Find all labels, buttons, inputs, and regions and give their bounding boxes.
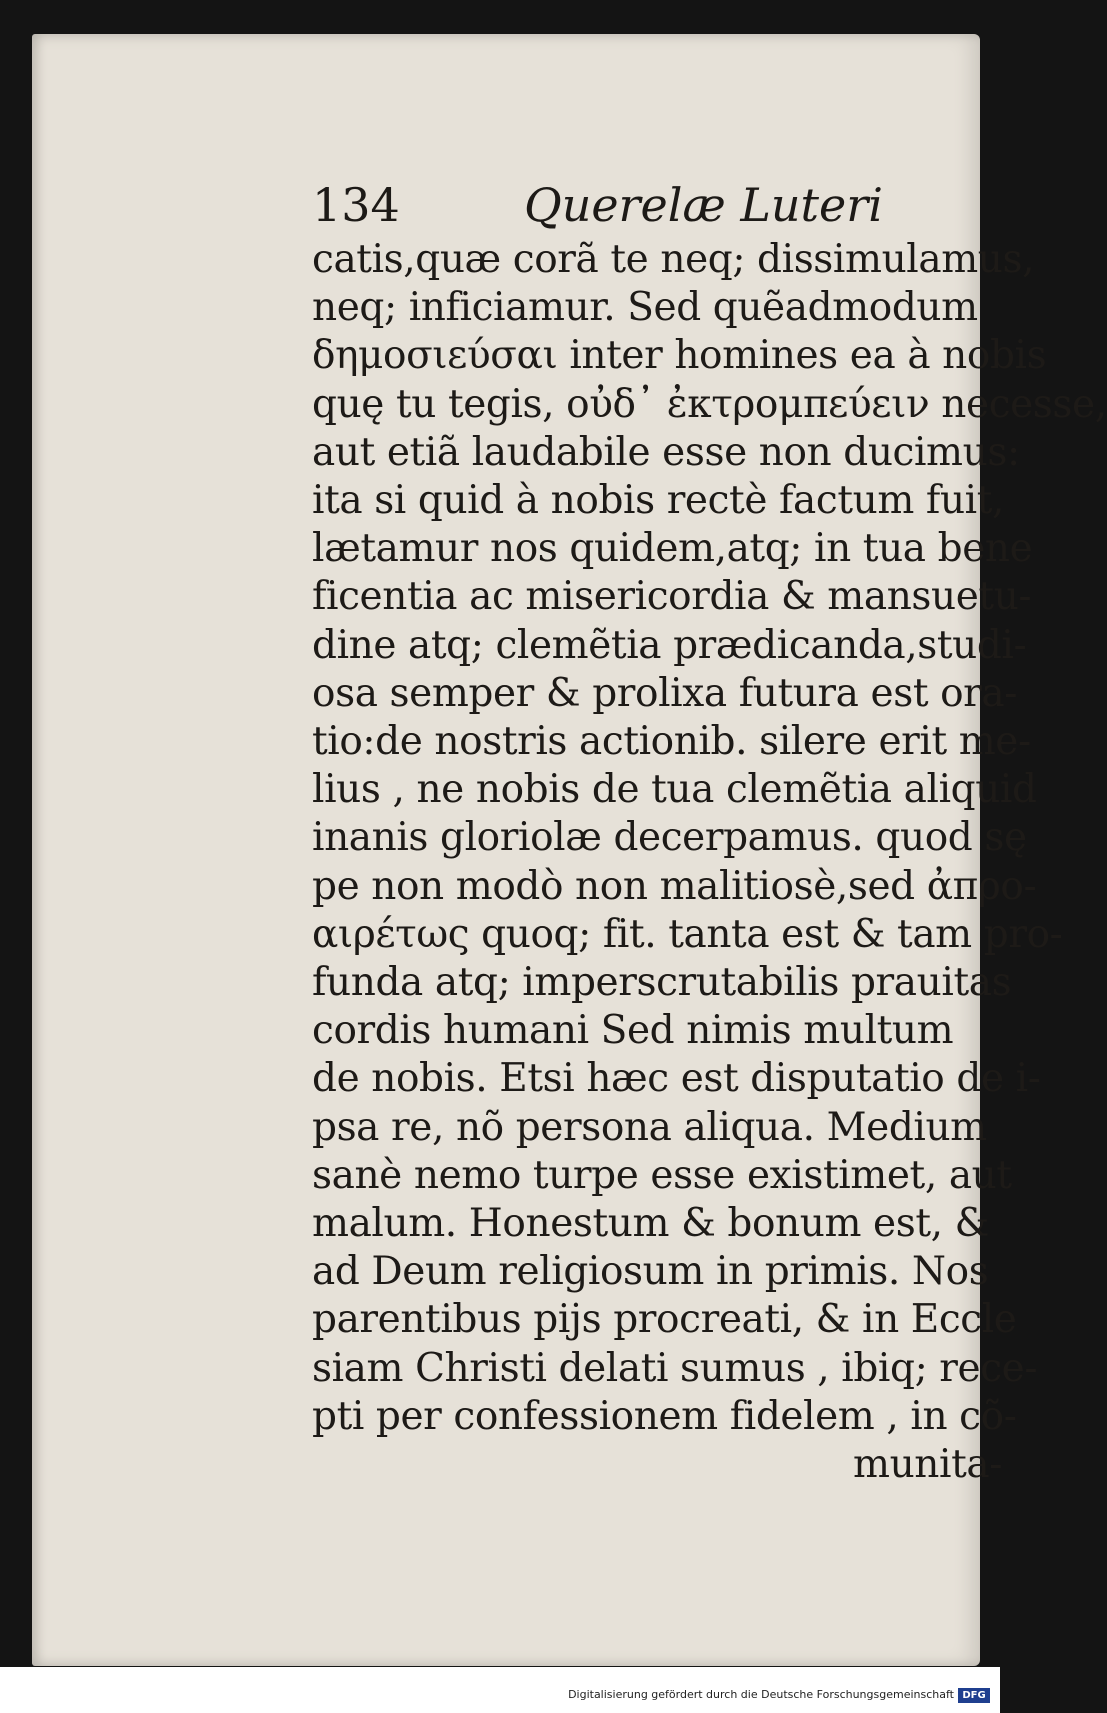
text-line: malum. Honestum & bonum est, & [312,1201,989,1247]
text-line: ad Deum religiosum in primis. Nos [312,1249,989,1295]
text-line: funda atq; imperscrutabilis prauitas [312,960,1012,1006]
text-line: ita si quid à nobis rectè factum fuit, [312,478,1004,524]
text-line: catis,quæ corã te neq; dissimulamus, [312,237,1035,282]
text-line: tio:de nostris actionib. silere erit me- [312,719,1031,765]
catchword: munita- [853,1442,1002,1488]
text-line: siam Christi delati sumus , ibiq; rece- [312,1345,1038,1391]
text-line: sanè nemo turpe esse existimet, aut [312,1152,1012,1198]
text-line: pti per confessionem fidelem , in cõ- [312,1393,1017,1439]
page-number: 134 [312,178,400,232]
text-line: αιρέτως quoq; fit. tanta est & tam pro- [312,911,1063,957]
text-line: pe non modò non malitiosè,sed ἀπρο- [312,863,1037,909]
footer-credit: Digitalisierung gefördert durch die Deutsche Forschungsgemeinschaft [568,1688,954,1701]
book-page [32,34,1107,1666]
running-head [312,174,1002,236]
text-line: osa semper & prolixa futura est ora- [312,670,1018,716]
text-line: lius , ne nobis de tua clemẽtia aliquid [312,767,1037,813]
text-line: ficentia ac misericordia & mansuetu- [312,574,1032,620]
text-line: parentibus pijs procreati, & in Eccle [312,1297,1017,1343]
text-line: de nobis. Etsi hæc est disputatio de i- [312,1056,1041,1102]
text-line: δημοσιεύσαι inter homines ea à nobis [312,333,1047,379]
text-line: quę tu tegis, οὐδ᾽ ἐκτρομπεύειν necesse, [312,381,1107,427]
text-line: dine atq; clemẽtia prædicanda,studi- [312,622,1027,668]
text-line: cordis humani Sed nimis multum [312,1008,954,1054]
text-line: lætamur nos quidem,atq; in tua bene [312,526,1033,572]
text-line: inanis gloriolæ decerpamus. quod sę [312,815,1027,861]
text-line: psa re, nõ persona aliqua. Medium [312,1104,987,1150]
dfg-logo: DFG [958,1688,990,1703]
text-line: neq; inficiamur. Sed quẽadmodum [312,285,978,331]
running-title: Querelæ Luteri [524,178,883,232]
digitization-footer [0,1667,1000,1713]
text-block [312,174,1107,1489]
text-line: aut etiã laudabile esse non ducimus: [312,429,1020,475]
